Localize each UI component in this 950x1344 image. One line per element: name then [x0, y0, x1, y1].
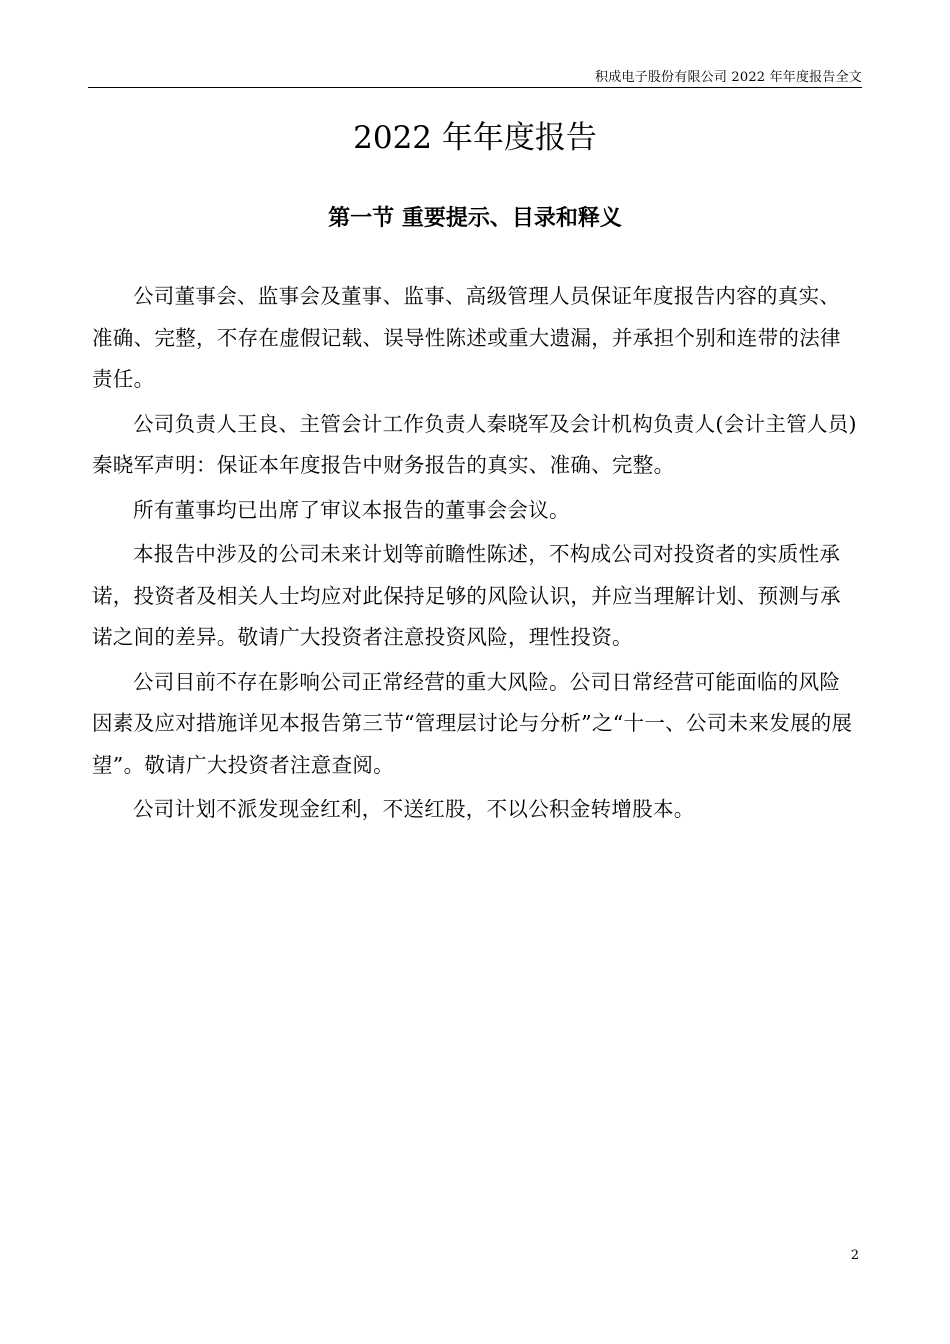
paragraph-risk: 公司目前不存在影响公司正常经营的重大风险。公司日常经营可能面临的风险因素及应对措施详见本报告第三节“管理层讨论与分析”之“十一、公司未来发展的展望”。敬请广大投资者注意查阅。: [92, 669, 853, 777]
running-header: 积成电子股份有限公司 2022 年年度报告全文: [595, 70, 862, 85]
paragraph-dividend: 公司计划不派发现金红利，不送红股，不以公积金转增股本。: [133, 797, 695, 821]
page-number: 2: [850, 1248, 859, 1263]
document-body: [92, 276, 857, 834]
paragraph-responsible-persons: 公司负责人王良、主管会计工作负责人秦晓军及会计机构负责人(会计主管人员)秦晓军声明：保证本年度报告中财务报告的真实、准确、完整。: [92, 411, 857, 477]
header-divider: [88, 87, 862, 88]
paragraph-forward-looking: 本报告中涉及的公司未来计划等前瞻性陈述，不构成公司对投资者的实质性承诺，投资者及相关人士均应对此保持足够的风险认识，并应当理解计划、预测与承诺之间的差异。敬请广大投资者注意投资风险，理性投资。: [92, 542, 841, 649]
paragraph-attendance: 所有董事均已出席了审议本报告的董事会会议。: [133, 497, 570, 522]
section-title: 第一节 重要提示、目录和释义: [328, 205, 622, 231]
paragraph-board-guarantee: 公司董事会、监事会及董事、监事、高级管理人员保证年度报告内容的真实、准确、完整，不存在虚假记载、误导性陈述或重大遗漏，并承担个别和连带的法律责任。: [92, 284, 841, 391]
report-title: 2022 年年度报告: [353, 120, 597, 156]
